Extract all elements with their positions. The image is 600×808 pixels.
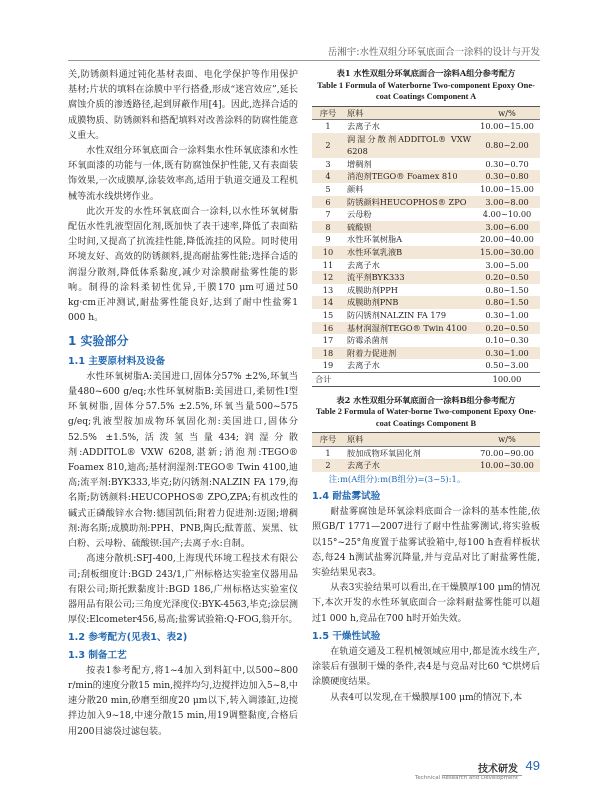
body-paragraph: 此次开发的水性环氧底面合一涂料,以水性环氧树脂配伍水性乳液型固化剂,既加快了表干速率,降低了表面粘尘时间,又提高了抗流挂性能,降低流挂的风险。同时使用环境友好、高效的防锈颜料,提高耐盐雾性能;选择合适的润湿分散剂,降低体系黏度,减少对涂膜耐盐雾性能的影响。制得的涂料柔韧性优异,干膜170 μm可通过50 kg·cm正冲测试,耐盐雾性能良好,达到了耐中性盐雾1 000 h。 <box>68 206 298 324</box>
row-index: 12 <box>312 271 344 284</box>
page-number: 49 <box>525 758 540 773</box>
body-paragraph: 在轨道交通及工程机械领域应用中,都是流水线生产,涂装后有强制干燥的条件,表4是与竞品对比60 ℃烘烤后涂膜硬度结果。 <box>312 647 540 688</box>
row-material: 云母粉 <box>347 209 372 220</box>
right-column <box>312 68 540 706</box>
row-fraction: 10.00~15.00 <box>480 121 534 132</box>
table-header-row <box>312 433 540 447</box>
row-fraction: 0.30~1.00 <box>485 310 529 320</box>
table2-caption-en: Table 2 Formula of Water-borne Two-component Epoxy One-coat Coatings Component B <box>315 407 537 428</box>
row-fraction: 3.00~6.00 <box>474 221 540 234</box>
row-material: 去离子水 <box>347 259 380 270</box>
row-index: 18 <box>312 347 344 360</box>
table-row <box>312 158 540 171</box>
body-paragraph: 按表1参考配方,将1~4加入到料缸中,以500~800 r/min的速度分散15 min,搅拌均匀,边搅拌边加入5~8,中速分散20 min,砂磨至细度20 μm以下,转入调漆缸,边搅拌边加入9~18,中速分散15 min,用19调整黏度,合格后用200目滤袋过滤包装。 <box>68 665 299 737</box>
row-material: 去离子水 <box>347 360 380 371</box>
row-fraction: 0.20~0.50 <box>474 322 540 335</box>
column-header: 序号 <box>312 433 344 447</box>
row-material: 消泡剂TEGO® Foamex 810 <box>344 170 474 183</box>
row-material: 成膜助剂PNB <box>344 296 474 309</box>
table-row <box>312 459 540 472</box>
row-fraction: 3.00~5.00 <box>485 259 529 270</box>
section-heading: 1 实验部分 <box>68 334 129 349</box>
row-index: 13 <box>322 284 334 295</box>
table-row <box>312 271 540 284</box>
row-material: 去离子水 <box>347 121 380 132</box>
header-rule <box>68 60 540 61</box>
body-paragraph: 高速分散机:SFJ-400,上海现代环境工程技术有限公司;刮板细度计:BGD 243/1,广州标格达实验室仪器用品有限公司;斯托默黏度计:BGD 186,广州标格达实验室仪器用品有限公司;三角度光泽度仪:BYK-4563,毕克;涂层测厚仪:Elcometer456,易高;盐雾试验箱:Q-FOG,翁开尔。 <box>68 554 298 626</box>
table-total-row <box>312 372 540 386</box>
subsection-heading: 1.1 主要原材料及设备 <box>68 355 166 367</box>
subsection-heading: 1.3 制备工艺 <box>68 649 127 661</box>
row-index: 2 <box>312 133 344 158</box>
row-index: 5 <box>325 184 331 195</box>
table-row <box>312 233 540 246</box>
body-paragraph: 耐盐雾腐蚀是环氧涂料底面合一涂料的基本性能,依照GB/T 1771—2007进行了耐中性盐雾测试,将实验板以15°~25°角度置于盐雾试验箱中,每100 h查看样板状态,每24 h测试盐雾沉降量,并与竞品对比了耐盐雾性能,实验结果见表3。 <box>312 507 540 579</box>
row-material: 流平剂BYK333 <box>344 271 474 284</box>
footer-section-zh: 技术研发 <box>478 764 518 775</box>
row-material: 水性环氧乳液B <box>344 246 474 259</box>
row-index: 8 <box>312 221 344 234</box>
body-paragraph: 水性双组分环氧底面合一涂料集水性环氧底漆和水性环氧面漆的功能与一体,既有防腐蚀保护性能,又有表面装饰效果,一次成膜厚,涂装效率高,适用于轨道交通及工程机械等流水线烘烤作业。 <box>68 146 298 202</box>
subsection-heading: 1.5 干燥性试验 <box>312 630 381 642</box>
row-index: 16 <box>312 322 344 335</box>
table-row <box>312 446 540 459</box>
row-fraction: 70.00~90.00 <box>480 447 534 458</box>
table-row <box>312 259 540 272</box>
row-fraction: 0.80~2.00 <box>474 133 540 158</box>
row-index: 6 <box>312 196 344 209</box>
row-fraction: 0.10~0.30 <box>485 335 529 346</box>
running-header: 岳湘宇:水性双组分环氧底面合一涂料的设计与开发 <box>327 47 540 58</box>
column-header: w/% <box>474 433 540 447</box>
row-fraction: 3.00~8.00 <box>474 196 540 209</box>
row-index: 14 <box>312 296 344 309</box>
table-row <box>312 347 540 360</box>
column-header: 序号 <box>312 106 344 120</box>
row-material: 成膜助剂PPH <box>347 284 398 295</box>
table-header-row <box>312 106 540 120</box>
row-fraction: 10.00~30.00 <box>474 459 540 472</box>
table-row <box>312 309 540 322</box>
footer-section-label <box>415 760 518 781</box>
row-fraction: 0.30~0.70 <box>485 158 529 169</box>
row-material: 胺加成物环氧固化剂 <box>347 447 421 458</box>
row-index: 10 <box>312 246 344 259</box>
table-row <box>312 246 540 259</box>
body-paragraph: 从表4可以发现,在干燥膜厚100 μm的情况下,本 <box>330 692 523 703</box>
row-material: 防锈颜料HEUCOPHOS® ZPO <box>344 196 474 209</box>
row-material: 附着力促进剂 <box>344 347 474 360</box>
table-row <box>312 322 540 335</box>
table-row <box>312 221 540 234</box>
row-material: 防霉杀菌剂 <box>347 335 388 346</box>
total-value: 100.00 <box>474 372 540 386</box>
row-index: 9 <box>325 234 331 245</box>
row-fraction: 4.00~10.00 <box>482 209 532 220</box>
table-row <box>312 208 540 221</box>
row-fraction: 15.00~30.00 <box>474 246 540 259</box>
table-row <box>312 183 540 196</box>
row-fraction: 0.30~0.80 <box>474 170 540 183</box>
row-index: 3 <box>325 158 331 169</box>
body-paragraph: 从表3实验结果可以看出,在干燥膜厚100 μm的情况下,本次开发的水性环氧底面合一涂料耐盐雾性能可以超过1 000 h,竞品在700 h时开始失效。 <box>312 583 540 624</box>
table2-note: 注:m(A组分):m(B组分)=(3~5):1。 <box>328 473 466 484</box>
row-material: 增稠剂 <box>347 158 372 169</box>
row-index: 4 <box>312 170 344 183</box>
column-header: 原料 <box>344 433 474 447</box>
column-header: w/% <box>474 106 540 120</box>
row-material: 润湿分散剂ADDITOL® VXW 6208 <box>344 133 474 158</box>
total-label: 合计 <box>312 372 474 386</box>
table-row <box>312 170 540 183</box>
left-column <box>68 68 298 740</box>
row-index: 1 <box>325 121 331 132</box>
row-fraction: 0.30~1.00 <box>474 347 540 360</box>
table-row <box>312 196 540 209</box>
table-row <box>312 284 540 297</box>
row-material: 去离子水 <box>344 459 474 472</box>
body-paragraph: 关,防锈颜料通过钝化基材表面、电化学保护等作用保护基材;片状的填料在涂膜中平行搭叠,形成“迷宫效应”,延长腐蚀介质的渗透路径,起到屏蔽作用[4]。因此,选择合适的成膜物质、防锈颜料和搭配填料对改善涂料的防腐性能意义重大。 <box>68 70 298 141</box>
row-material: 水性环氧树脂A <box>347 234 403 245</box>
table2 <box>312 432 540 472</box>
row-fraction: 0.80~1.50 <box>485 284 529 295</box>
row-index: 15 <box>322 310 334 320</box>
table1 <box>312 106 540 387</box>
table-row <box>312 120 540 133</box>
table-row <box>312 133 540 158</box>
row-index: 2 <box>312 459 344 472</box>
table1-caption-zh: 表1 水性双组分环氧底面合一涂料A组分参考配方 <box>336 68 516 78</box>
row-index: 17 <box>322 335 334 346</box>
row-material: 硫酸钡 <box>344 221 474 234</box>
row-material: 基材润湿剂TEGO® Twin 4100 <box>344 322 474 335</box>
row-index: 19 <box>322 360 334 371</box>
table-row <box>312 296 540 309</box>
row-fraction: 0.50~3.00 <box>485 360 529 371</box>
body-paragraph: 水性环氧树脂A:美国进口,固体分57% ±2%,环氧当量480~600 g/eq;水性环氧树脂B:美国进口,柔韧性Ⅰ型环氧树脂,固体分57.5% ±2.5%,环氧当量500~575 g/eq;乳液型胺加成物环氧固化剂:美国进口,固体分52.5% ±1.5%,活泼氢当量434;润湿分散剂:ADDITOL® VXW 6208,湛新;消泡剂:TEGO® Foamex 810,迪高;基材润湿剂:TEGO® Twin 4100,迪高;流平剂:BYK333,毕克;防闪锈剂:NALZIN FA 179,海名斯;防锈颜料:HEUCOPHOS® ZPO,ZPA;有机改性的碱式正磷酸锌水合物:德国凯佰;附着力促进剂:迈图;增稠剂:海名斯;成膜助剂:PPH、PNB,陶氏;酞菁蓝、炭黑、钛白粉、云母粉、硫酸钡:国产;去离子水:自制。 <box>68 371 298 550</box>
table1-caption-en: Table 1 Formula of Waterborne Two-component Epoxy One-coat Coatings Component A <box>317 80 535 101</box>
row-fraction: 0.20~0.50 <box>474 271 540 284</box>
table2-caption-zh: 表2 水性双组分环氧底面合一涂料B组分参考配方 <box>336 394 516 405</box>
row-fraction: 20.00~40.00 <box>480 234 534 245</box>
subsection-heading: 1.4 耐盐雾试验 <box>312 491 381 503</box>
subsection-heading: 1.2 参考配方(见表1、表2) <box>68 632 188 644</box>
column-header: 原料 <box>344 106 474 120</box>
row-index: 1 <box>325 447 331 458</box>
table-row <box>312 334 540 347</box>
row-index: 7 <box>325 209 331 220</box>
row-fraction: 10.00~15.00 <box>480 184 534 195</box>
row-material: 颜料 <box>347 184 364 195</box>
footer-rule <box>442 775 522 776</box>
row-fraction: 0.80~1.50 <box>474 296 540 309</box>
footer-section-en: Technical Research and Development <box>414 775 518 781</box>
row-index: 11 <box>322 259 334 270</box>
row-material: 防闪锈剂NALZIN FA 179 <box>347 310 447 320</box>
table-row <box>312 359 540 372</box>
